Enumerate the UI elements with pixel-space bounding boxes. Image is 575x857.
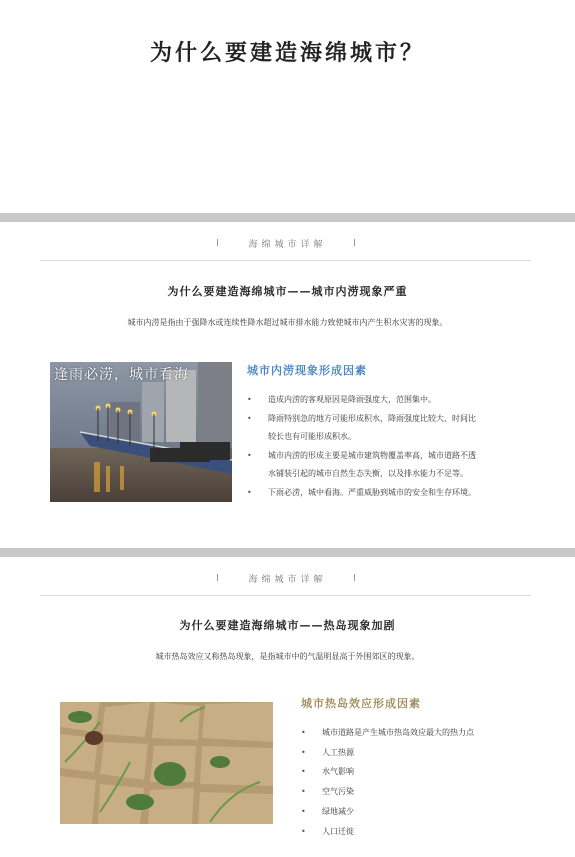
list-item: • 绿地减少 [301,802,541,822]
heat-island-slide [0,557,575,857]
intro-text: 城市热岛效应又称热岛现象，是指城市中的气温明显高于外围郊区的现象。 [155,652,420,661]
list-item: • 水气影响 [301,762,541,782]
title-slide [0,0,575,213]
section-divider [40,260,531,261]
factors-list [301,723,541,841]
slide-title: 为什么要建造海绵城市——热岛现象加剧 [179,619,396,632]
intro-text: 城市内涝是指由于强降水或连续性降水超过城市排水能力致使城市内产生积水灾害的现象。 [127,318,448,327]
flooded-street-photo [50,362,232,502]
factors-heading: 城市内涝现象形成因素 [247,364,367,377]
factors-list [247,391,527,502]
section-label: 海绵城市详解 [248,575,327,585]
photo-caption: 逢雨必涝，城市看海 [54,367,189,383]
cracked-earth-photo [60,702,273,824]
list-item: • 人口迁徙 [301,822,541,842]
section-label: 海绵城市详解 [248,240,327,250]
list-item: • 城市道路是产生城市热岛效应最大的热力点 [301,723,541,743]
factors-heading: 城市热岛效应形成因素 [301,697,421,710]
list-item: • 下雨必涝，城中看海。严重威胁到城市的安全和生存环境。 [247,484,527,503]
list-item: • 人工热源 [301,743,541,763]
page-title: 为什么要建造海绵城市？ [149,41,425,66]
divider-tick-right [354,574,355,581]
list-item: • 空气污染 [301,782,541,802]
waterlogging-slide [0,222,575,548]
list-item-continuation: 水铺装引起的城市自然生态失衡，以及排水能力不足等。 [268,469,468,478]
list-item: • 降雨特别急的地方可能形成积水，降雨强度比较大、时间比 [247,410,527,429]
divider-tick-right [354,239,355,246]
section-divider [40,595,531,596]
list-item: • 城市内涝的形成主要是城市建筑物覆盖率高，城市道路不透 [247,447,527,466]
slide-title: 为什么要建造海绵城市——城市内涝现象严重 [167,285,408,298]
list-item: • 造成内涝的客观原因是降雨强度大，范围集中。 [247,391,527,410]
list-item-continuation: 较长也有可能形成积水。 [268,432,356,441]
